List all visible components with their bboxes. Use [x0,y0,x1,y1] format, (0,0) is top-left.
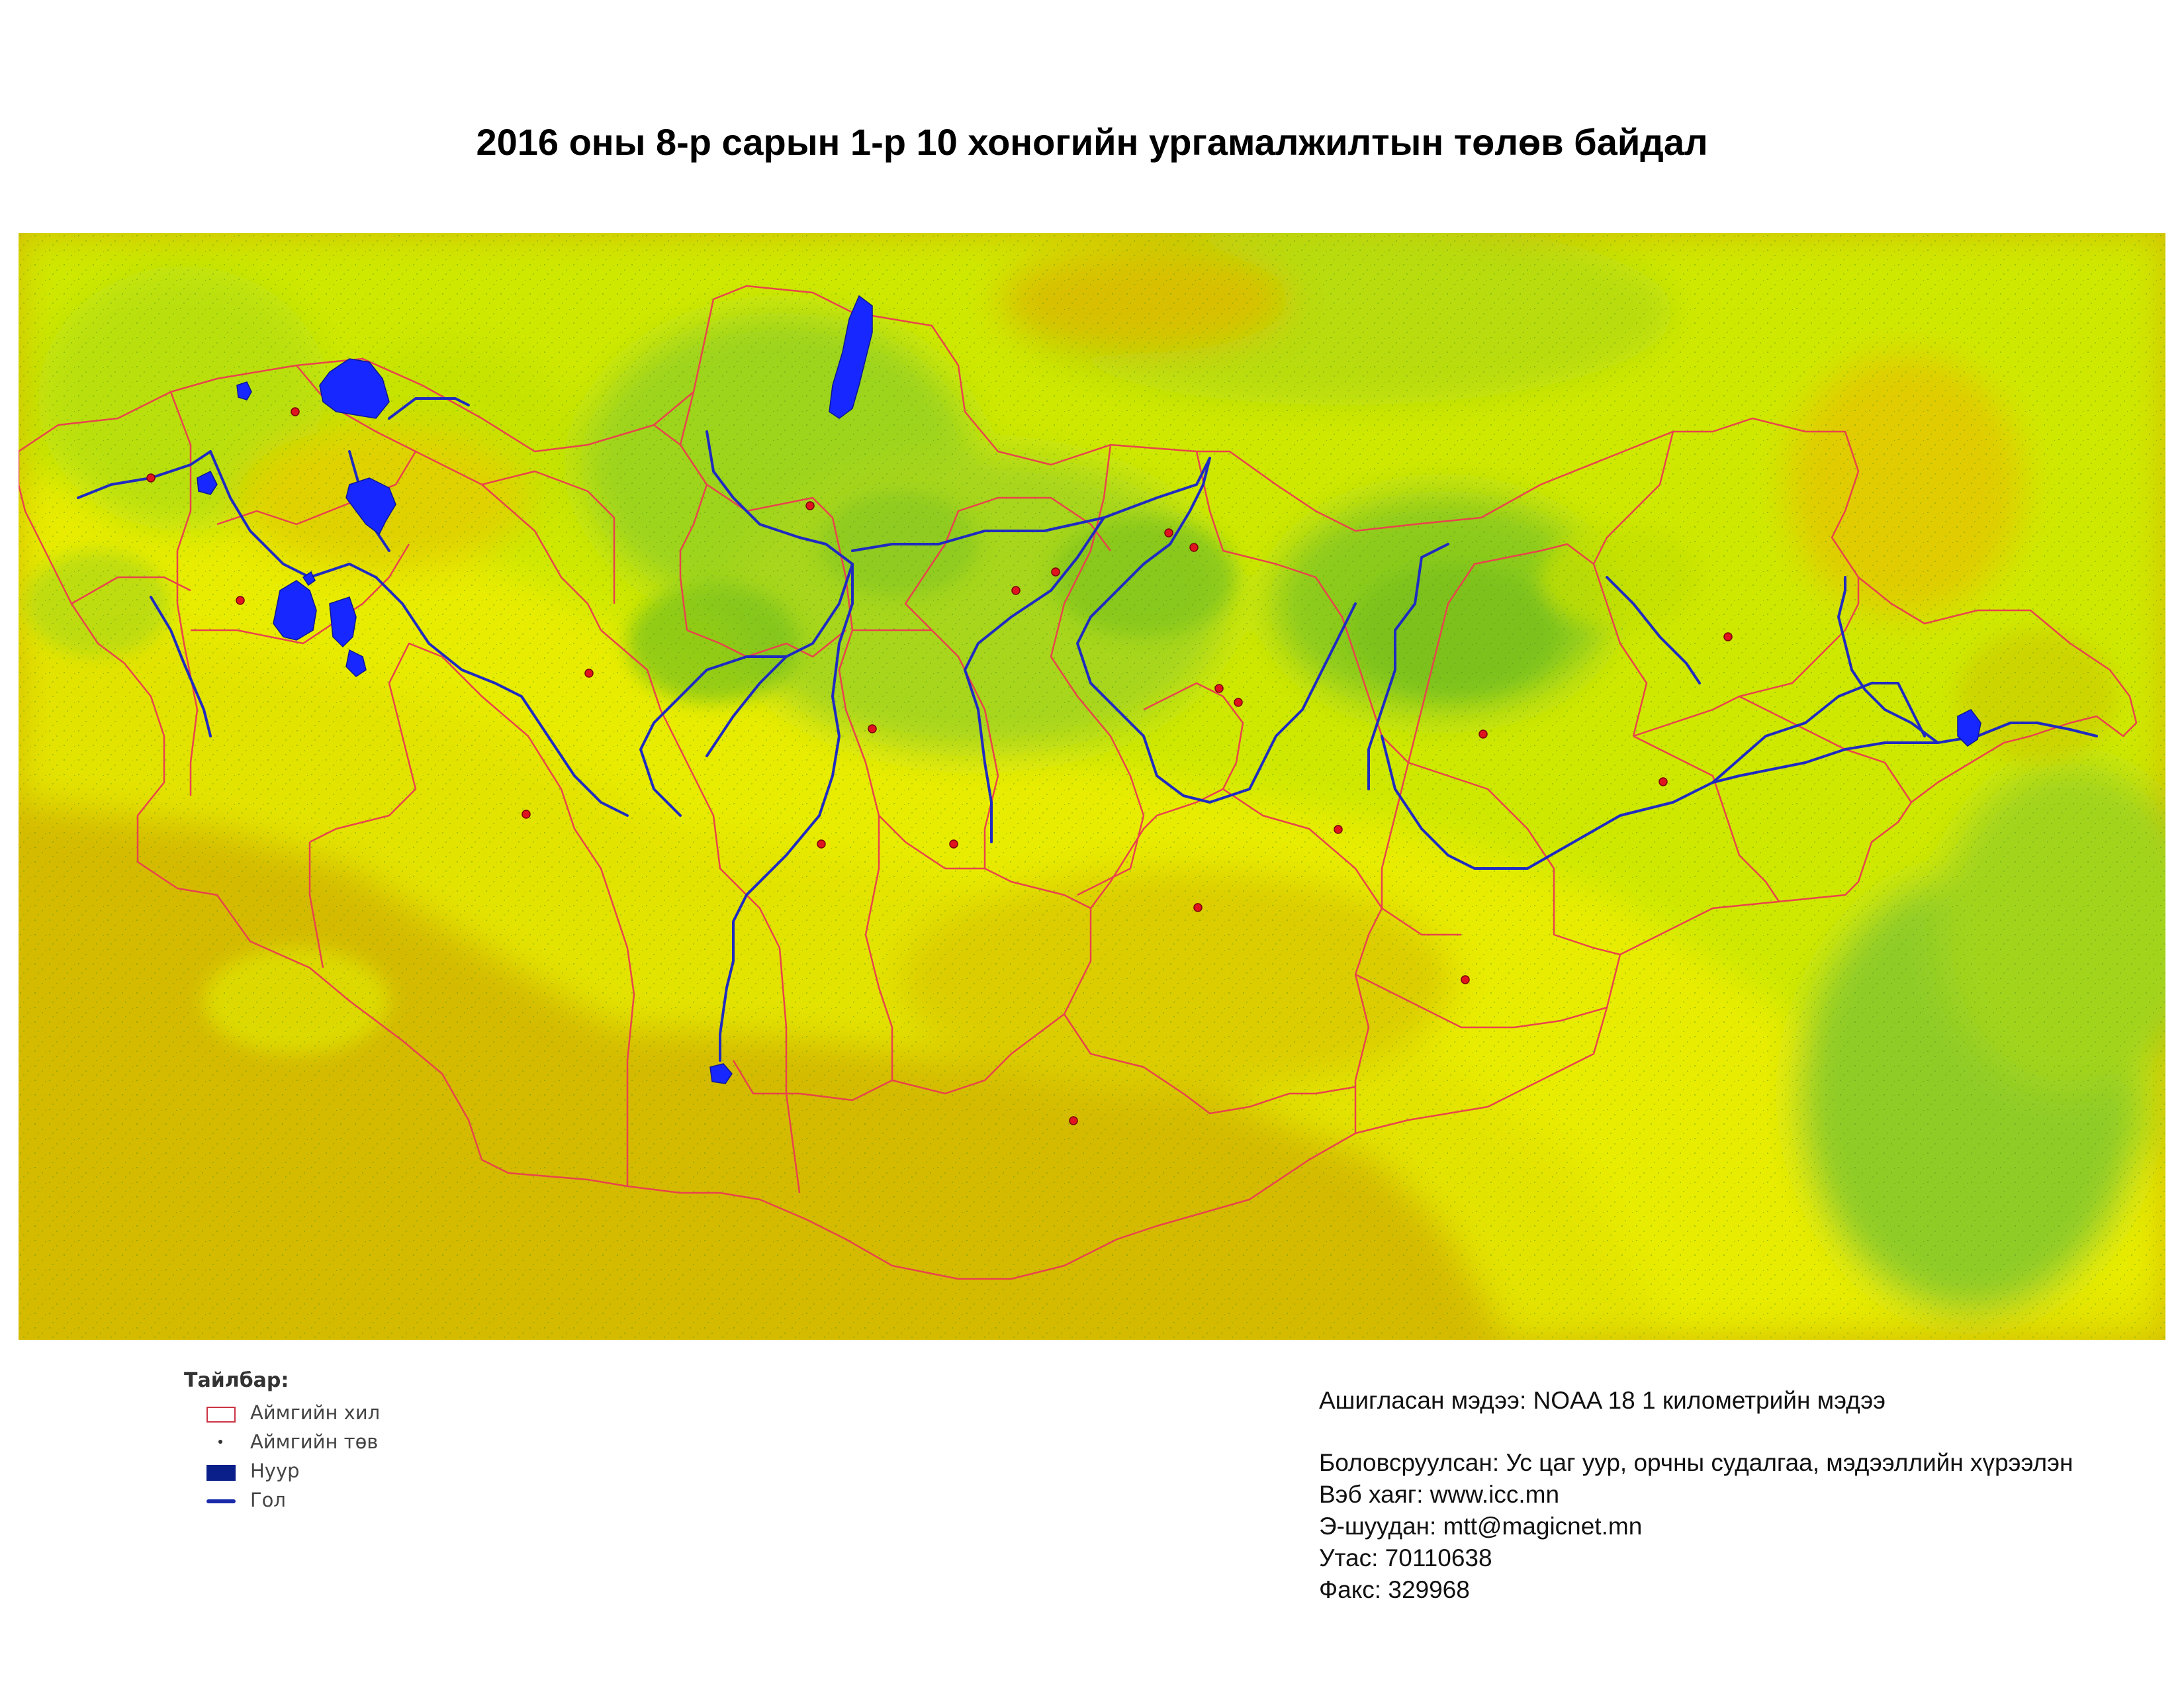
province-center [585,669,593,677]
province-center [1190,543,1198,551]
province-center [1052,568,1060,576]
province-center [1215,684,1223,692]
province-center [236,596,244,604]
province-center [1234,698,1242,706]
vegetation-map [19,233,2165,1340]
province-center [1165,529,1173,537]
map-title: 2016 оны 8-р сарын 1-р 10 хоногийн ургамалжилтын төлөв байдал [476,121,1708,163]
province-center-symbol [218,1440,222,1444]
fax: Факс: 329968 [1319,1576,1470,1603]
legend-item-river [184,1489,422,1518]
province-center [868,725,876,733]
province-center [1659,778,1667,786]
legend-label: Гол [250,1489,286,1511]
legend-label: Аймгийн хил [250,1401,381,1424]
legend [184,1369,422,1511]
province-center [817,840,825,848]
legend-title: Тайлбар: [184,1369,289,1392]
lake-symbol [206,1465,236,1481]
legend-label: Аймгийн төв [250,1430,379,1453]
province-center [1194,904,1202,912]
province-center [1012,586,1020,594]
province-border-symbol [206,1407,236,1423]
province-center [291,408,299,416]
province-center [806,502,814,510]
province-center [1334,825,1342,833]
province-center [1461,976,1469,984]
legend-item-province-border [184,1401,422,1430]
legend-item-province-center [184,1430,422,1460]
email: Э-шуудан: mtt@magicnet.mn [1319,1513,1643,1540]
data-source: Ашигласан мэдээ: NOAA 18 1 километрийн мэдээ [1319,1387,1886,1414]
website: Вэб хаяг: www.icc.mn [1319,1481,1560,1508]
province-center [1724,633,1732,641]
legend-item-lake [184,1460,422,1489]
province-center [1479,730,1487,738]
info-block [1319,1385,2179,1606]
province-center [950,840,958,848]
province-center [147,474,155,482]
province-center [522,810,530,818]
legend-label: Нуур [250,1460,300,1482]
river-symbol [206,1499,236,1503]
province-center [1069,1117,1077,1125]
prepared-by: Боловсруулсан: Ус цаг уур, орчны судалгаа, мэдээллийн хүрээлэн [1319,1449,2073,1476]
phone: Утас: 70110638 [1319,1544,1492,1571]
